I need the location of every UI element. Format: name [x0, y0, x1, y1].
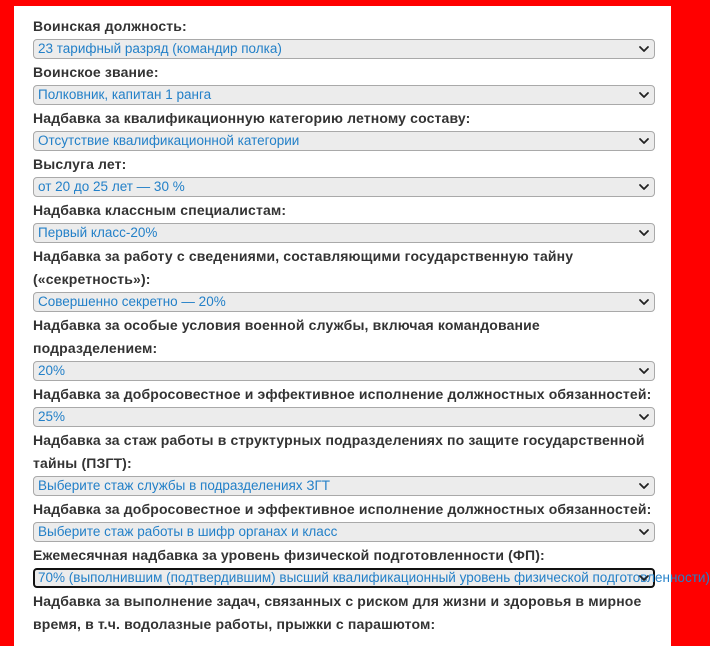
secrecy-select-value: Совершенно секретно — 20%: [38, 294, 226, 309]
chevron-down-icon: [639, 366, 649, 376]
special-conditions-select[interactable]: [33, 361, 655, 381]
field-rank: [33, 61, 655, 105]
chevron-down-icon: [639, 573, 649, 583]
conscientious-performance-select-value: 25%: [38, 409, 66, 424]
cipher-service-label: Надбавка за добросовестное и эффективное исполнение должностных обязанностей:: [33, 501, 652, 517]
special-conditions-label: Надбавка за особые условия военной службы, включая командование подразделением:: [33, 317, 540, 356]
class-specialist-select-value: Первый класс-20%: [38, 225, 158, 240]
flight-qualification-label: Надбавка за квалификационную категорию летному составу:: [33, 110, 471, 126]
pzgt-service-select[interactable]: [33, 476, 655, 496]
field-risk-tasks: [33, 590, 655, 636]
length-of-service-select[interactable]: [33, 177, 655, 197]
conscientious-performance-label: Надбавка за добросовестное и эффективное исполнение должностных обязанностей:: [33, 386, 652, 402]
cipher-service-select-value: Выберите стаж работы в шифр органах и класс: [38, 524, 338, 539]
field-pzgt-service: [33, 429, 655, 496]
chevron-down-icon: [639, 136, 649, 146]
rank-select-value: Полковник, капитан 1 ранга: [38, 87, 212, 102]
rank-select[interactable]: [33, 85, 655, 105]
length-of-service-select-value: от 20 до 25 лет — 30 %: [38, 179, 185, 194]
cipher-service-select[interactable]: [33, 522, 655, 542]
position-select[interactable]: [33, 39, 655, 59]
position-select-value: 23 тарифный разряд (командир полка): [38, 41, 282, 56]
chevron-down-icon: [639, 90, 649, 100]
rank-label: Воинское звание:: [33, 64, 159, 80]
pzgt-service-label: Надбавка за стаж работы в структурных подразделениях по защите государственной тайны (ПЗГТ):: [33, 432, 645, 471]
flight-qualification-select[interactable]: [33, 131, 655, 151]
field-conscientious-performance: [33, 383, 655, 427]
field-special-conditions: [33, 314, 655, 381]
chevron-down-icon: [639, 297, 649, 307]
chevron-down-icon: [639, 481, 649, 491]
chevron-down-icon: [639, 228, 649, 238]
field-physical-fitness: [33, 544, 710, 588]
physical-fitness-select[interactable]: [33, 568, 710, 588]
secrecy-select[interactable]: [33, 292, 655, 312]
field-position: [33, 15, 655, 59]
field-flight-qualification: [33, 107, 655, 151]
pzgt-service-select-value: Выберите стаж службы в подразделениях ЗГТ: [38, 478, 331, 493]
conscientious-performance-select[interactable]: [33, 407, 655, 427]
physical-fitness-label: Ежемесячная надбавка за уровень физической подготовленности (ФП):: [33, 547, 545, 563]
class-specialist-label: Надбавка классным специалистам:: [33, 202, 287, 218]
chevron-down-icon: [639, 182, 649, 192]
length-of-service-label: Выслуга лет:: [33, 156, 127, 172]
field-cipher-service: [33, 498, 655, 542]
chevron-down-icon: [639, 412, 649, 422]
physical-fitness-select-value: 70% (выполнившим (подтвердившим) высший квалификационный уровень физической подготовленности): [38, 570, 710, 585]
special-conditions-select-value: 20%: [38, 363, 66, 378]
position-label: Воинская должность:: [33, 18, 187, 34]
class-specialist-select[interactable]: [33, 223, 655, 243]
chevron-down-icon: [639, 527, 649, 537]
risk-tasks-label: Надбавка за выполнение задач, связанных с риском для жизни и здоровья в мирное время, в т.ч. водолазные работы, прыжки с парашютом:: [33, 593, 642, 632]
field-class-specialist: [33, 199, 655, 243]
flight-qualification-select-value: Отсутствие квалификационной категории: [38, 133, 300, 148]
salary-calculator-form: [14, 6, 710, 646]
field-length-of-service: [33, 153, 655, 197]
field-secrecy: [33, 245, 655, 312]
secrecy-label: Надбавка за работу с сведениями, составляющими государственную тайну («секретность»):: [33, 248, 574, 287]
chevron-down-icon: [639, 44, 649, 54]
